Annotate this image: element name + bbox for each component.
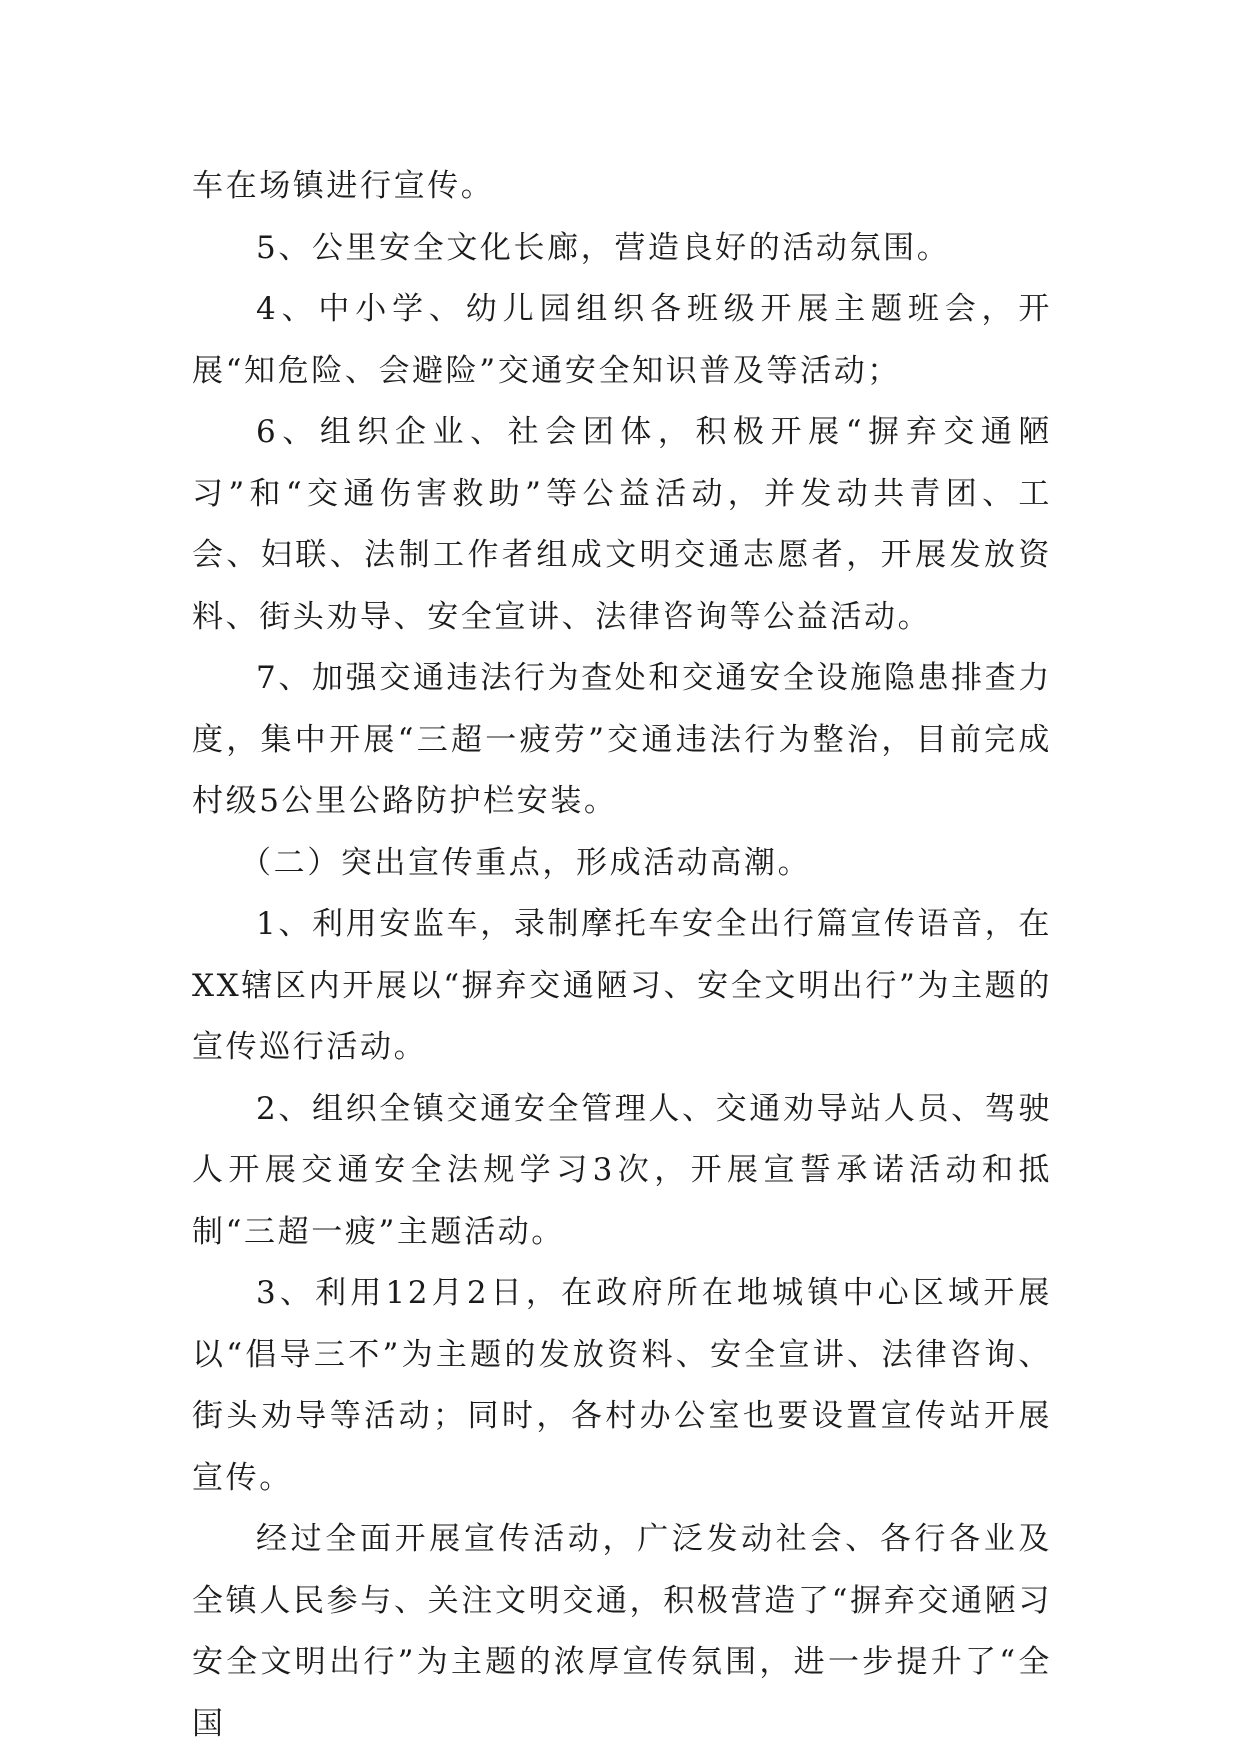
paragraph-item-5: 5、公里安全文化长廊，营造良好的活动氛围。 [256,229,951,266]
paragraph-sub-item-1: 1、利用安监车，录制摩托车安全出行篇宣传语音，在XX辖区内开展以“摒弃交通陋习、安全文明出行”为主题的宣传巡行活动。 [192,906,1052,1065]
paragraph-item-4: 4、中小学、幼儿园组织各班级开展主题班会，开展“知危险、会避险”交通安全知识普及等活动； [192,291,1052,389]
paragraph-sub-item-2: 2、组织全镇交通安全管理人、交通劝导站人员、驾驶人开展交通安全法规学习3次，开展宣誓承诺活动和抵制“三超一疲”主题活动。 [192,1090,1052,1250]
paragraph-sub-item-3: 3、利用12月2日，在政府所在地城镇中心区域开展以“倡导三不”为主题的发放资料、安全宣讲、法律咨询、街头劝导等活动；同时，各村办公室也要设置宣传站开展宣传。 [192,1275,1052,1496]
paragraph-summary: 经过全面开展宣传活动，广泛发动社会、各行各业及全镇人民参与、关注文明交通，积极营造了“摒弃交通陋习安全文明出行”为主题的浓厚宣传氛围，进一步提升了“全国 [192,1521,1052,1742]
document-body [192,156,1052,1755]
section-heading-2: （二）突出宣传重点，形成活动高潮。 [240,844,812,881]
paragraph-item-7: 7、加强交通违法行为查处和交通安全设施隐患排查力度，集中开展“三超一疲劳”交通违法行为整治，目前完成村级5公里公路防护栏安装。 [192,660,1052,819]
paragraph-continuation: 车在场镇进行宣传。 [192,168,495,204]
paragraph-item-6: 6、组织企业、社会团体，积极开展“摒弃交通陋习”和“交通伤害救助”等公益活动，并发动共青团、工会、妇联、法制工作者组成文明交通志愿者，开展发放资料、街头劝导、安全宣讲、法律咨询等公益活动。 [192,414,1052,635]
